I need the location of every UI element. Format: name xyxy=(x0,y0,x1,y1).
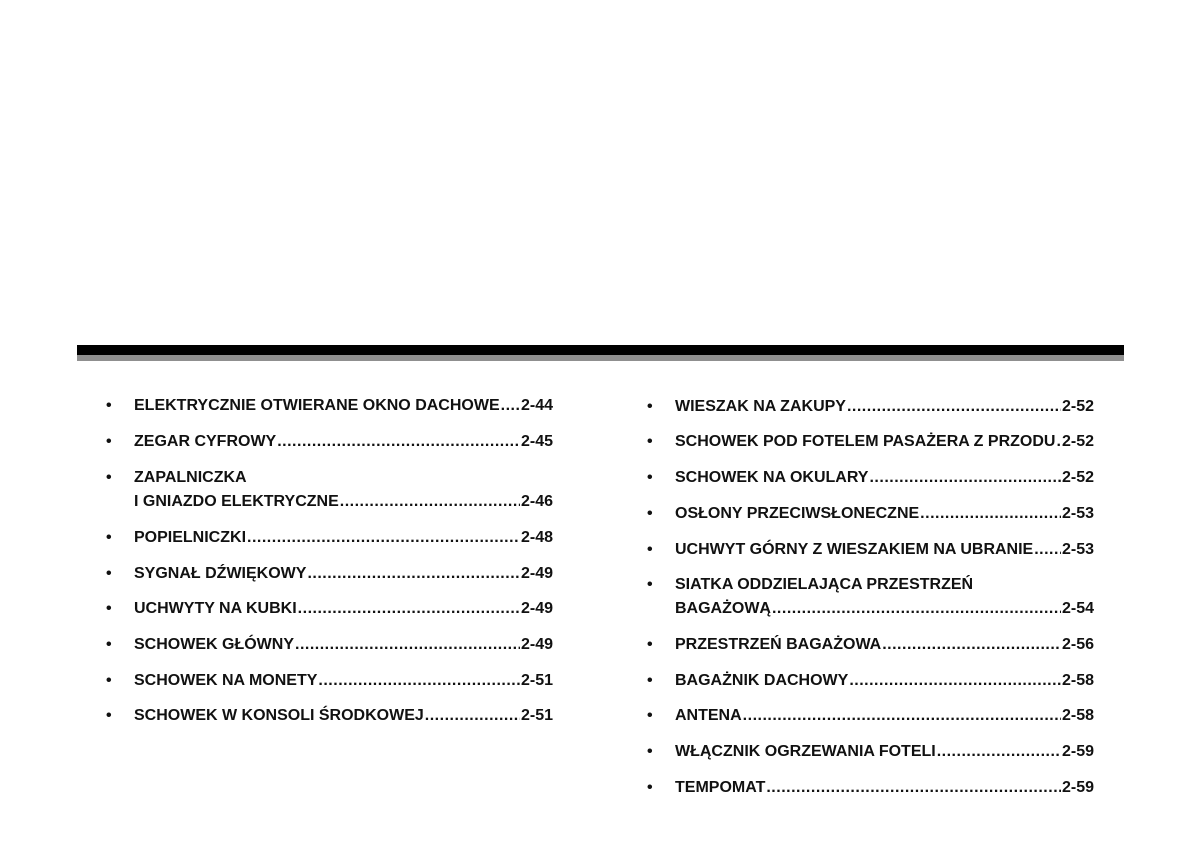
toc-entry-page: 2-59 xyxy=(1061,743,1094,760)
toc-entry-page: 2-51 xyxy=(520,707,553,724)
dot-leader xyxy=(298,600,520,618)
toc-entry-page: 2-52 xyxy=(1061,469,1094,486)
toc-entry-title: SCHOWEK NA MONETY xyxy=(134,672,318,689)
dot-leader xyxy=(425,707,520,725)
toc-entry-title: POPIELNICZKI xyxy=(134,529,247,546)
dot-leader xyxy=(318,672,520,690)
toc-entry-page: 2-49 xyxy=(520,600,553,617)
toc-entry-title: PRZESTRZEŃ BAGAŻOWA xyxy=(675,636,882,653)
toc-entry-title: ELEKTRYCZNIE OTWIERANE OKNO DACHOWE xyxy=(134,397,500,414)
bullet-icon: • xyxy=(106,397,112,414)
dot-leader xyxy=(772,600,1061,618)
dot-leader xyxy=(277,433,520,451)
toc-entry-title: BAGAŻOWĄ xyxy=(675,600,771,617)
bullet-icon: • xyxy=(106,707,112,724)
toc-entry-title: SCHOWEK POD FOTELEM PASAŻERA Z PRZODU xyxy=(675,433,1056,450)
toc-entry-page: 2-58 xyxy=(1061,672,1094,689)
toc-entry-title: UCHWYT GÓRNY Z WIESZAKIEM NA UBRANIE xyxy=(675,541,1034,558)
header-rule-black xyxy=(77,345,1124,355)
dot-leader xyxy=(920,505,1061,523)
toc-entry-title: ANTENA xyxy=(675,707,742,724)
toc-entry-page: 2-52 xyxy=(1061,433,1094,450)
bullet-icon: • xyxy=(647,743,653,760)
toc-entry-title: TEMPOMAT xyxy=(675,779,766,796)
toc-entry-page: 2-51 xyxy=(520,672,553,689)
bullet-icon: • xyxy=(106,600,112,617)
toc-entry-title: BAGAŻNIK DACHOWY xyxy=(675,672,849,689)
dot-leader xyxy=(295,636,520,654)
bullet-icon: • xyxy=(647,707,653,724)
bullet-icon: • xyxy=(647,672,653,689)
bullet-icon: • xyxy=(647,576,653,593)
dot-leader xyxy=(937,743,1061,761)
bullet-icon: • xyxy=(106,529,112,546)
toc-entry-page: 2-52 xyxy=(1061,398,1094,415)
toc-entry-title-line1: SIATKA ODDZIELAJĄCA PRZESTRZEŃ xyxy=(675,576,974,593)
toc-entry-title: SCHOWEK NA OKULARY xyxy=(675,469,869,486)
dot-leader xyxy=(743,707,1061,725)
bullet-icon: • xyxy=(647,398,653,415)
dot-leader xyxy=(849,672,1061,690)
dot-leader xyxy=(247,529,520,547)
bullet-icon: • xyxy=(106,565,112,582)
toc-entry-page: 2-46 xyxy=(520,493,553,510)
bullet-icon: • xyxy=(647,505,653,522)
toc-entry-title: SCHOWEK GŁÓWNY xyxy=(134,636,294,653)
toc-entry-title: WŁĄCZNIK OGRZEWANIA FOTELI xyxy=(675,743,936,760)
dot-leader xyxy=(340,493,520,511)
bullet-icon: • xyxy=(647,469,653,486)
dot-leader xyxy=(307,565,520,583)
toc-entry-title: UCHWYTY NA KUBKI xyxy=(134,600,297,617)
toc-entry-title: SCHOWEK W KONSOLI ŚRODKOWEJ xyxy=(134,707,424,724)
toc-entry-title: ZEGAR CYFROWY xyxy=(134,433,277,450)
toc-entry-page: 2-45 xyxy=(520,433,553,450)
header-rule xyxy=(77,345,1124,361)
bullet-icon: • xyxy=(647,541,653,558)
toc-entry-page: 2-54 xyxy=(1061,600,1094,617)
toc-entry-page: 2-58 xyxy=(1061,707,1094,724)
bullet-icon: • xyxy=(106,433,112,450)
dot-leader xyxy=(501,397,520,415)
dot-leader xyxy=(882,636,1061,654)
dot-leader xyxy=(847,398,1061,416)
toc-entry-page: 2-49 xyxy=(520,565,553,582)
dot-leader xyxy=(766,779,1061,797)
toc-entry-title-line1: ZAPALNICZKA xyxy=(134,469,247,486)
toc-entry-page: 2-48 xyxy=(520,529,553,546)
bullet-icon: • xyxy=(106,672,112,689)
bullet-icon: • xyxy=(106,636,112,653)
toc-entry-title: WIESZAK NA ZAKUPY xyxy=(675,398,846,415)
bullet-icon: • xyxy=(647,636,653,653)
toc-entry-page: 2-56 xyxy=(1061,636,1094,653)
toc-entry-page: 2-44 xyxy=(520,397,553,414)
toc-entry-page: 2-59 xyxy=(1061,779,1094,796)
dot-leader xyxy=(1056,433,1061,451)
header-rule-gray xyxy=(77,355,1124,361)
toc-entry-title: I GNIAZDO ELEKTRYCZNE xyxy=(134,493,339,510)
bullet-icon: • xyxy=(647,779,653,796)
toc-entry-page: 2-53 xyxy=(1061,505,1094,522)
dot-leader xyxy=(1034,541,1061,559)
toc-entry-title: OSŁONY PRZECIWSŁONECZNE xyxy=(675,505,920,522)
toc-entry-page: 2-49 xyxy=(520,636,553,653)
toc-entry-title: SYGNAŁ DŹWIĘKOWY xyxy=(134,565,307,582)
dot-leader xyxy=(869,469,1060,487)
toc-entry-page: 2-53 xyxy=(1061,541,1094,558)
bullet-icon: • xyxy=(647,433,653,450)
bullet-icon: • xyxy=(106,469,112,486)
